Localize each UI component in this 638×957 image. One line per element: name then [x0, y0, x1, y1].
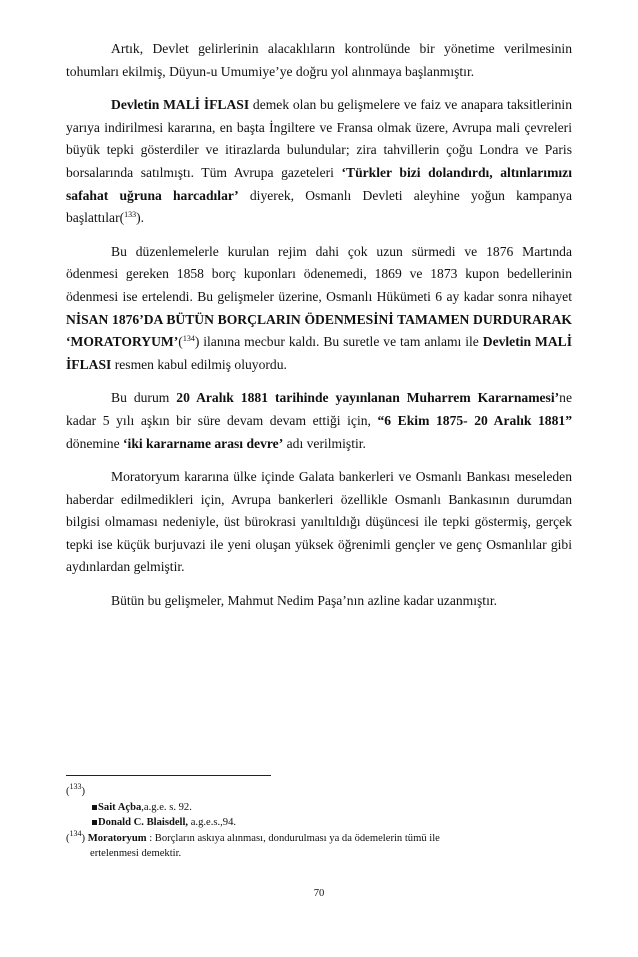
bold-text: 20 Aralık 1881 tarihinde yayınlanan Muharrem Kararnamesi’: [176, 390, 560, 406]
footnotes: [66, 784, 572, 862]
paragraph-5: [66, 466, 572, 579]
footnote-133-item: [66, 800, 572, 816]
paragraph-6: [66, 590, 572, 613]
footnote-divider: [66, 775, 271, 776]
text-run: Bütün bu gelişmeler, Mahmut Nedim Paşa’nın azline kadar uzanmıştır.: [111, 593, 498, 609]
text-run: diyerek, Osmanlı Devleti aleyhine yoğun kampanya başlattılar(: [66, 187, 572, 226]
text-run: resmen kabul edilmiş oluyordu.: [111, 356, 287, 372]
text-run: adı verilmiştir.: [283, 435, 366, 451]
square-bullet-icon: [92, 820, 97, 825]
citation-author: Sait Açba: [98, 801, 142, 813]
footnote-ref-133[interactable]: 133: [124, 210, 137, 220]
bold-text: ‘iki kararname arası devre’: [123, 435, 284, 451]
citation-rest: a.g.e.s.,94.: [188, 817, 237, 828]
footnote-133-item: [66, 815, 572, 831]
bold-text: Devletin MALİ İFLASI: [111, 97, 250, 113]
paren-close: ): [81, 786, 86, 797]
page-number: 70: [313, 888, 325, 899]
citation-author: Donald C. Blaisdell,: [98, 817, 189, 828]
bold-quote: ‘Türkler bizi dolandırdı, altınlarımızı safahat uğruna harcadılar’: [66, 164, 572, 203]
footnote-133-marker: [66, 784, 572, 800]
text-run: ) ilanına mecbur kaldı. Bu suretle ve tam anlamı ile: [194, 334, 483, 350]
paragraph-4: [66, 387, 572, 455]
footnote-ref-134[interactable]: 134: [182, 334, 195, 344]
text-run: demek olan bu gelişmelere ve faiz ve anapara taksitlerinin yarıya indirilmesi kararına, en başta İngiltere ve Fransa olmak üzere, Avrupa mali çevreleri büyük tepki gösterdiler ve itirazlarda bulundular; zira tahvillerin çoğu Londra ve Paris borsalarında satılmıştı. Tüm Avrupa gazeteleri: [66, 97, 572, 180]
paren-open: (: [66, 832, 70, 844]
paragraph-1: [66, 38, 572, 83]
footnote-definition: ertelenmesi demektir.: [90, 848, 182, 859]
text-run: (: [178, 334, 183, 350]
footnote-number: 133: [69, 782, 82, 791]
paragraph-2: [66, 94, 572, 230]
text-run: Bu durum: [111, 390, 177, 406]
paragraph-3: [66, 241, 572, 377]
text-run: Moratoryum kararına ülke içinde Galata bankerleri ve Osmanlı Bankası meseleden haberdar edilmedikleri için, Avrupa bankerleri özellikle Osmanlı Bankasının durumdan bilgisi olmaması nedeniyle, üst bürokrasi yanıltıldığı düşüncesi ile tepki göstermiş, gerçek tepki ise küçük burjuvazi ile yeni oluşan yüksek öğrenimli gençler ve genç Osmanlılar gibi aydınlardan gelmiştir.: [66, 469, 572, 575]
footnote-134: [66, 828, 572, 847]
text-run: Artık, Devlet gelirlerinin alacaklıların kontrolünde bir yönetime verilmesinin tohumları ekilmiş, Düyun-u Umumiye’ye doğru yol alınmaya başlanmıştır.: [66, 41, 572, 79]
text-run: ).: [136, 210, 145, 226]
bold-text: NİSAN 1876’DA BÜTÜN BORÇLARIN ÖDENMESİNİ TAMAMEN DURDURARAK ‘MORATORYUM’: [66, 311, 572, 350]
citation-rest: ,a.g.e. s. 92.: [141, 801, 192, 813]
text-run: Bu düzenlemelerle kurulan rejim dahi çok uzun sürmedi ve 1876 Martında ödenmesi gereken 1858 borç kuponları ödenemedi, 1869 ve 1873 kupon bedellerinin ödenmesi ise ertelendi. Bu gelişmeler üzerine, Osmanlı Hükümeti 6 ay kadar sonra nihayet: [66, 243, 572, 304]
footnote-definition: : Borçların askıya alınması, dondurulması ya da ödemelerin tümü ile: [146, 832, 440, 844]
paren-close: ): [81, 832, 86, 844]
footnote-number: 134: [69, 828, 82, 838]
footnote-134-continuation: [66, 846, 572, 862]
bold-text: “6 Ekim 1875- 20 Aralık 1881”: [377, 412, 572, 428]
footnote-term: Moratoryum: [87, 832, 147, 844]
text-run: dönemine: [66, 435, 124, 451]
bold-text: Devletin MALİ İFLASI: [66, 334, 572, 372]
paren-open: (: [66, 786, 70, 797]
body-text: [66, 38, 572, 624]
text-run: ne kadar 5 yılı aşkın bir süre devam devam ettiği için,: [66, 390, 572, 428]
square-bullet-icon: [92, 805, 97, 810]
